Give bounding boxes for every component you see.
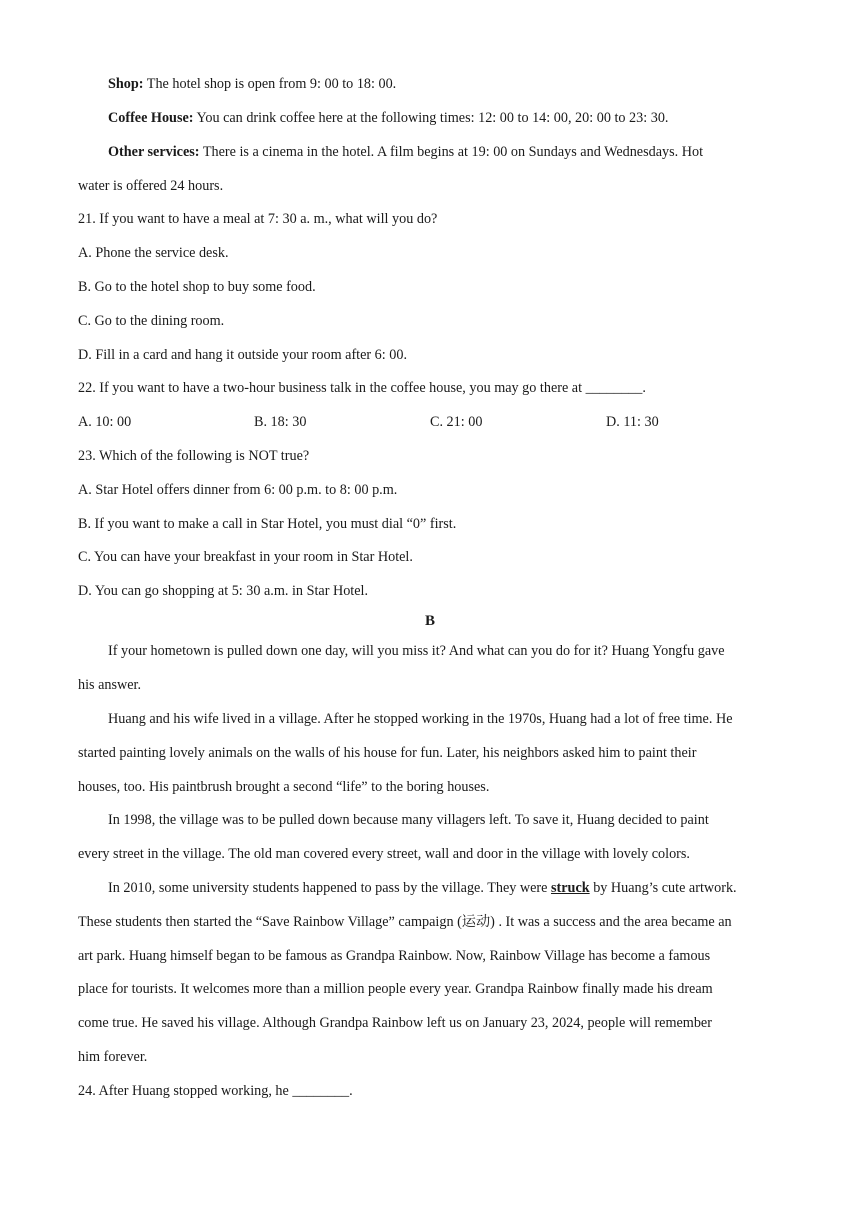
q21-option-d: D. Fill in a card and hang it outside your room after 6: 00. bbox=[78, 347, 408, 363]
passage-p1-line1: If your hometown is pulled down one day, will you miss it? And what can you do for it? Huang Yongfu gave bbox=[108, 643, 725, 659]
passage-p2-line3: houses, too. His paintbrush brought a second “life” to the boring houses. bbox=[78, 779, 490, 795]
q21-option-a: A. Phone the service desk. bbox=[78, 245, 229, 261]
other-services-text-cont: water is offered 24 hours. bbox=[78, 178, 224, 194]
passage-p4-line1 bbox=[108, 878, 737, 898]
passage-p4-line6: him forever. bbox=[78, 1049, 148, 1065]
section-b-heading: B bbox=[424, 613, 435, 629]
passage-p4-line2: These students then started the “Save Rainbow Village” campaign (运动) . It was a success and the area became an bbox=[78, 914, 732, 930]
question-21: 21. If you want to have a meal at 7: 30 a. m., what will you do? bbox=[78, 211, 438, 227]
q23-option-b: B. If you want to make a call in Star Hotel, you must dial “0” first. bbox=[78, 516, 457, 532]
shop-text: The hotel shop is open from 9: 00 to 18: 00. bbox=[143, 76, 397, 92]
q21-option-c: C. Go to the dining room. bbox=[78, 313, 225, 329]
other-services-text: There is a cinema in the hotel. A film begins at 19: 00 on Sundays and Wednesdays. Hot bbox=[199, 144, 704, 160]
passage-p1-line2: his answer. bbox=[78, 677, 142, 693]
question-24: 24. After Huang stopped working, he ________. bbox=[78, 1083, 353, 1099]
passage-p2-line1: Huang and his wife lived in a village. After he stopped working in the 1970s, Huang had a lot of free time. He bbox=[108, 711, 733, 727]
passage-p2-line2: started painting lovely animals on the walls of his house for fun. Later, his neighbors asked him to paint their bbox=[78, 745, 697, 761]
shop-info bbox=[108, 74, 396, 94]
passage-p4-after: by Huang’s cute artwork. bbox=[589, 880, 737, 896]
q22-option-c: C. 21: 00 bbox=[430, 414, 483, 430]
coffee-info bbox=[108, 108, 668, 128]
question-22: 22. If you want to have a two-hour business talk in the coffee house, you may go there at ________. bbox=[78, 380, 646, 396]
q23-option-c: C. You can have your breakfast in your room in Star Hotel. bbox=[78, 549, 413, 565]
shop-label: Shop: bbox=[108, 76, 144, 92]
passage-p4-line4: place for tourists. It welcomes more than a million people every year. Grandpa Rainbow finally made his dream bbox=[78, 981, 713, 997]
q23-option-d: D. You can go shopping at 5: 30 a.m. in Star Hotel. bbox=[78, 583, 369, 599]
vocab-word-struck: struck bbox=[551, 880, 590, 896]
q22-option-a: A. 10: 00 bbox=[78, 414, 132, 430]
other-services-info bbox=[108, 142, 703, 162]
q22-option-b: B. 18: 30 bbox=[254, 414, 307, 430]
other-services-label: Other services: bbox=[108, 144, 200, 160]
coffee-label: Coffee House: bbox=[108, 110, 194, 126]
passage-p3-line1: In 1998, the village was to be pulled down because many villagers left. To save it, Huang decided to paint bbox=[108, 812, 709, 828]
passage-p4-line5: come true. He saved his village. Although Grandpa Rainbow left us on January 23, 2024, people will remember bbox=[78, 1015, 712, 1031]
passage-p3-line2: every street in the village. The old man covered every street, wall and door in the village with lovely colors. bbox=[78, 846, 690, 862]
coffee-text: You can drink coffee here at the following times: 12: 00 to 14: 00, 20: 00 to 23: 30. bbox=[193, 110, 669, 126]
q22-option-d: D. 11: 30 bbox=[606, 414, 659, 430]
passage-p4-before: In 2010, some university students happened to pass by the village. They were bbox=[108, 880, 552, 896]
q21-option-b: B. Go to the hotel shop to buy some food. bbox=[78, 279, 316, 295]
q23-option-a: A. Star Hotel offers dinner from 6: 00 p.m. to 8: 00 p.m. bbox=[78, 482, 398, 498]
passage-p4-line3: art park. Huang himself began to be famous as Grandpa Rainbow. Now, Rainbow Village has become a famous bbox=[78, 948, 711, 964]
question-23: 23. Which of the following is NOT true? bbox=[78, 448, 310, 464]
